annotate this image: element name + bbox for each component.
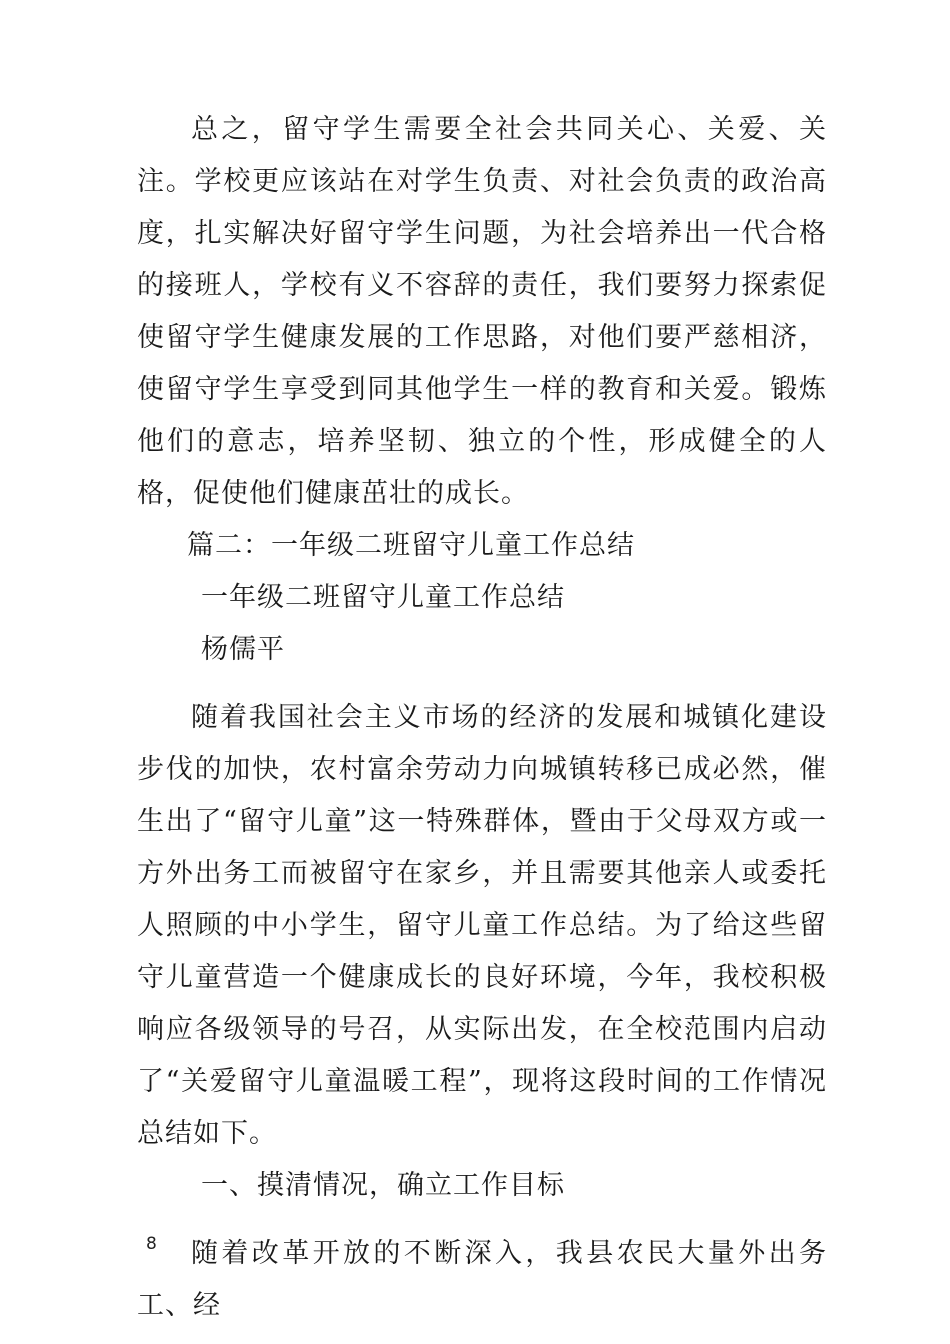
author-name: 杨儒平 xyxy=(201,634,285,665)
paragraph-introduction: 随着我国社会主义市场的经济的发展和城镇化建设步伐的加快，农村富余劳动力向城镇转移已成必然，催生出了“留守儿童”这一特殊群体，暨由于父母双方或一方外出务工而被留守在家乡，并且需要其他亲人或委托人照顾的中小学生，留守儿童工作总结。为了给这些留守儿童营造一个健康成长的良好环境，今年，我校积极响应各级领导的号召，从实际出发，在全校范围内启动了“关爱留守儿童温暖工程”，现将这段时间的工作情况总结如下。 xyxy=(137,702,827,1149)
paragraph-conclusion: 总之，留守学生需要全社会共同关心、关爱、关注。学校更应该站在对学生负责、对社会负责的政治高度，扎实解决好留守学生问题，为社会培养出一代合格的接班人，学校有义不容辞的责任，我们要努力探索促使留守学生健康发展的工作思路，对他们要严慈相济，使留守学生享受到同其他学生一样的教育和关爱。锻炼他们的意志，培养坚韧、独立的个性，形成健全的人格，促使他们健康茁壮的成长。 xyxy=(137,114,827,509)
chapter-heading: 篇二：一年级二班留守儿童工作总结 xyxy=(187,530,635,561)
section-heading: 一、摸清情况，确立工作目标 xyxy=(201,1170,565,1201)
document-body xyxy=(137,104,827,1332)
paragraph-section-start: 随着改革开放的不断深入，我县农民大量外出务工、经 xyxy=(137,1238,827,1321)
article-title: 一年级二班留守儿童工作总结 xyxy=(201,582,565,613)
page-number: 8 xyxy=(146,1234,157,1254)
